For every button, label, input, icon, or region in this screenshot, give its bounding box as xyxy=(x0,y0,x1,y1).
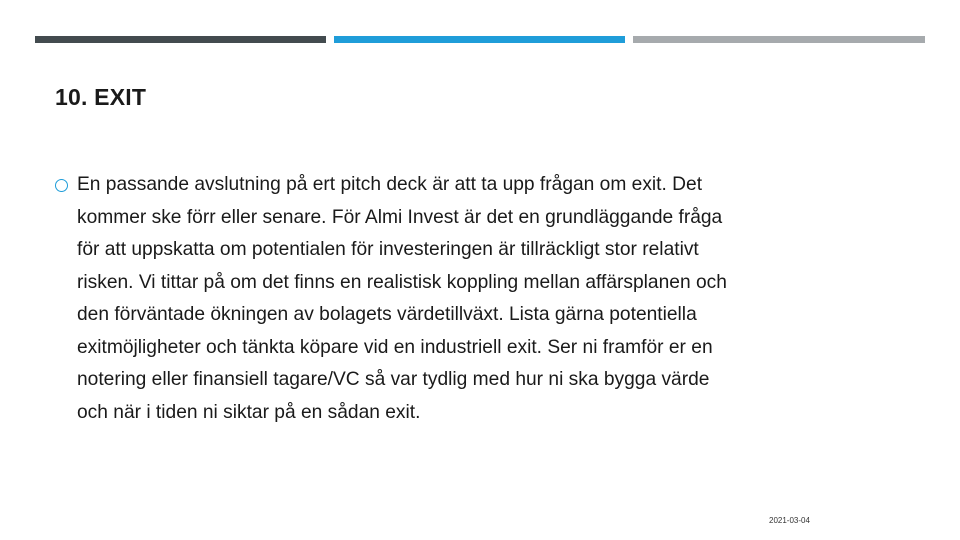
top-accent-bar-dark xyxy=(35,36,326,43)
body-line: En passande avslutning på ert pitch deck är att ta upp frågan om exit. Det xyxy=(77,174,703,195)
body-line: och när i tiden ni siktar på en sådan exit. xyxy=(77,401,421,423)
top-accent-bar-blue xyxy=(334,36,625,43)
body-line: risken. Vi tittar på om det finns en realistisk koppling mellan affärsplanen och xyxy=(77,271,727,293)
body-line: för att uppskatta om potentialen för investeringen är tillräckligt stor relativt xyxy=(77,239,699,260)
circle-bullet-icon xyxy=(55,179,68,192)
bullet-item xyxy=(55,174,905,429)
bullet-text xyxy=(77,169,905,429)
body-line: notering eller finansiell tagare/VC så var tydlig med hur ni ska bygga värde xyxy=(77,369,710,390)
top-accent-bar-gray xyxy=(633,36,925,43)
body-line: exitmöjligheter och tänkta köpare vid en industriell exit. Ser ni framför er en xyxy=(77,336,713,358)
slide-title: 10. EXIT xyxy=(55,84,147,110)
body-line: kommer ske förr eller senare. För Almi Invest är det en grundläggande fråga xyxy=(77,206,723,228)
footer-date: 2021-03-04 xyxy=(769,516,810,525)
body-line: den förväntade ökningen av bolagets värdetillväxt. Lista gärna potentiella xyxy=(77,304,697,325)
